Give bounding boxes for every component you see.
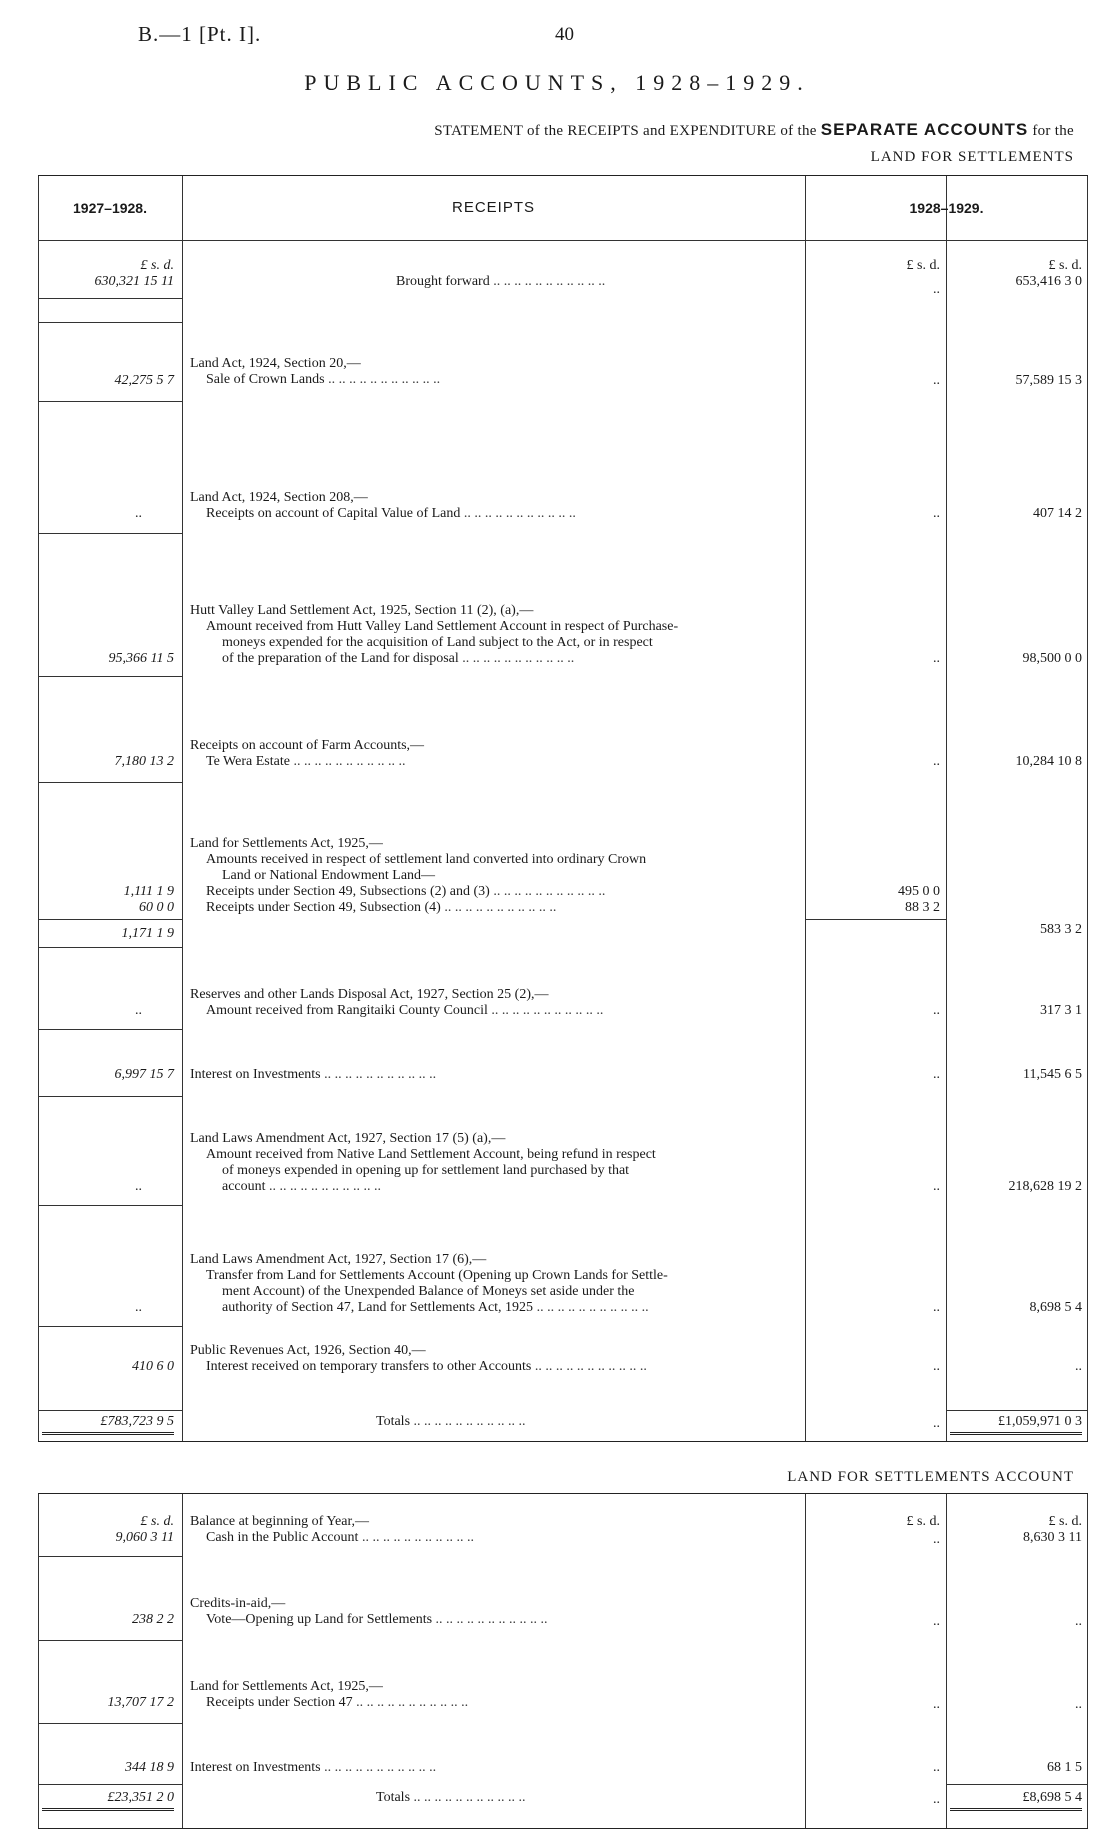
right-value: 583 3 2	[1040, 922, 1082, 937]
totals-label: Totals	[376, 1414, 411, 1429]
prev-value: 6,997 15 7	[114, 1067, 174, 1082]
prev-value: 1,111 1 9	[123, 884, 174, 899]
leader-dots: .. .. .. .. .. .. .. .. .. .. ..	[410, 1414, 526, 1429]
mid-value: ..	[933, 651, 940, 666]
row-heading: Credits-in-aid,—	[190, 1596, 286, 1611]
mid-value: ..	[933, 1179, 940, 1194]
leader-dots: .. .. .. .. .. .. .. .. .. .. ..	[410, 1790, 526, 1805]
unit-right: £ s. d.	[1048, 1514, 1082, 1529]
row-description	[190, 490, 830, 522]
row-text: Receipts under Section 49, Subsections (2) and (3)	[206, 884, 490, 899]
right-value: 653,416 3 0	[1015, 274, 1082, 289]
statement-suffix: for the	[1032, 123, 1074, 139]
leader-dots: .. .. .. .. .. .. .. .. .. .. ..	[358, 1530, 474, 1545]
prev-value: ..	[135, 506, 142, 521]
row-description	[190, 274, 830, 290]
mid-value: 495 0 0	[898, 884, 940, 899]
row-text: Amounts received in respect of settlement land converted into ordinary Crown	[206, 852, 647, 867]
mid-value: ..	[933, 1300, 940, 1315]
col-header-1927: 1927–1928.	[73, 200, 147, 216]
row-description	[190, 356, 830, 388]
row-text: account	[222, 1179, 266, 1194]
right-value: ..	[1075, 1359, 1082, 1374]
total-mid: ..	[933, 1792, 940, 1807]
right-value: ..	[1075, 1697, 1082, 1712]
row-heading: Reserves and other Lands Disposal Act, 1927, Section 25 (2),—	[190, 987, 549, 1002]
right-value: 407 14 2	[1033, 506, 1082, 521]
right-value: 10,284 10 8	[1015, 754, 1082, 769]
section2-title: LAND FOR SETTLEMENTS ACCOUNT	[787, 1469, 1074, 1485]
row-heading: Hutt Valley Land Settlement Act, 1925, Section 11 (2), (a),—	[190, 603, 534, 618]
mid-value: ..	[933, 282, 940, 297]
leader-dots: .. .. .. .. .. .. .. .. .. .. ..	[489, 274, 606, 289]
row-heading: Land Laws Amendment Act, 1927, Section 17 (5) (a),—	[190, 1131, 506, 1146]
statement-heading	[434, 120, 1074, 140]
mid-value: ..	[933, 1760, 940, 1775]
leader-dots: .. .. .. .. .. .. .. .. .. .. ..	[531, 1359, 647, 1374]
totals-row	[190, 1414, 830, 1430]
row-heading: Receipts on account of Farm Accounts,—	[190, 738, 425, 753]
row-description	[190, 1343, 830, 1375]
leader-dots: .. .. .. .. .. .. .. .. .. .. ..	[440, 900, 557, 915]
row-text: moneys expended for the acquisition of Land subject to the Act, or in respect	[222, 635, 653, 650]
row-text: Land or National Endowment Land—	[222, 868, 436, 883]
prev-value: 630,321 15 11	[94, 274, 174, 289]
row-heading: Public Revenues Act, 1926, Section 40,—	[190, 1343, 426, 1358]
document-reference: B.—1 [Pt. I].	[138, 22, 262, 46]
land-settlements-table	[38, 1493, 1088, 1829]
row-description	[190, 1760, 830, 1776]
mid-value: ..	[933, 1532, 940, 1547]
leader-dots: .. .. .. .. .. .. .. .. .. .. ..	[458, 651, 575, 666]
row-description	[190, 1067, 830, 1083]
right-value: 218,628 19 2	[1008, 1179, 1082, 1194]
mid-value: ..	[933, 373, 940, 388]
totals-row	[190, 1790, 830, 1806]
prev-value: ..	[135, 1179, 142, 1194]
row-text: Sale of Crown Lands	[206, 372, 325, 387]
mid-value: ..	[933, 1359, 940, 1374]
prev-value: 7,180 13 2	[114, 754, 174, 769]
row-text: Receipts under Section 47	[206, 1695, 353, 1710]
prev-value: ..	[135, 1003, 142, 1018]
leader-dots: .. .. .. .. .. .. .. .. .. .. ..	[289, 754, 406, 769]
right-value: 57,589 15 3	[1015, 373, 1082, 388]
leader-dots: .. .. .. .. .. .. .. .. .. .. ..	[320, 1760, 437, 1775]
prev-value: 410 6 0	[132, 1359, 174, 1374]
section-subtitle: LAND FOR SETTLEMENTS	[870, 149, 1074, 165]
total-prev: £23,351 2 0	[42, 1790, 174, 1811]
row-description	[190, 836, 830, 916]
prev-value: 42,275 5 7	[114, 373, 174, 388]
mid-value: ..	[933, 1067, 940, 1082]
row-text: authority of Section 47, Land for Settlements Act, 1925	[222, 1300, 534, 1315]
leader-dots: .. .. .. .. .. .. .. .. .. .. ..	[432, 1612, 548, 1627]
row-text: Interest received on temporary transfers to other Accounts	[206, 1359, 532, 1374]
total-mid: ..	[933, 1416, 940, 1431]
total-right: £1,059,971 0 3	[950, 1414, 1082, 1435]
col-header-1928: 1928–1929.	[909, 200, 984, 216]
col-header-receipts: RECEIPTS	[451, 199, 535, 216]
row-text: Cash in the Public Account	[206, 1530, 359, 1545]
leader-dots: .. .. .. .. .. .. .. .. .. .. ..	[265, 1179, 382, 1194]
row-description	[190, 603, 830, 667]
row-heading: Land Laws Amendment Act, 1927, Section 17 (6),—	[190, 1252, 487, 1267]
mid-value: ..	[933, 1614, 940, 1629]
right-value: 98,500 0 0	[1022, 651, 1082, 666]
row-description	[190, 1679, 830, 1711]
mid-value: ..	[933, 754, 940, 769]
leader-dots: .. .. .. .. .. .. .. .. .. .. ..	[460, 506, 576, 521]
right-value: 68 1 5	[1047, 1760, 1082, 1775]
row-text: Receipts on account of Capital Value of Land	[206, 506, 461, 521]
right-value: ..	[1075, 1614, 1082, 1629]
row-heading: Land for Settlements Act, 1925,—	[190, 836, 383, 851]
unit-mid: £ s. d.	[906, 1514, 940, 1529]
right-value: 8,698 5 4	[1029, 1300, 1082, 1315]
row-text: of the preparation of the Land for disposal	[222, 651, 459, 666]
row-text: Transfer from Land for Settlements Account (Opening up Crown Lands for Settle-	[206, 1268, 668, 1283]
right-value: 11,545 6 5	[1023, 1067, 1082, 1082]
receipts-table	[38, 175, 1088, 1442]
row-description	[190, 1131, 830, 1195]
leader-dots: .. .. .. .. .. .. .. .. .. .. ..	[487, 1003, 604, 1018]
row-text: Amount received from Hutt Valley Land Settlement Account in respect of Purchase-	[206, 619, 679, 634]
row-text: Interest on Investments	[190, 1760, 321, 1775]
right-value: 317 3 1	[1040, 1003, 1082, 1018]
prev-value: 13,707 17 2	[107, 1695, 174, 1710]
prev-value: 238 2 2	[132, 1612, 174, 1627]
row-description	[190, 1596, 830, 1628]
row-text: Amount received from Rangitaiki County Council	[206, 1003, 488, 1018]
leader-dots: .. .. .. .. .. .. .. .. .. .. ..	[352, 1695, 469, 1710]
row-description	[190, 738, 830, 770]
row-heading: Balance at beginning of Year,—	[190, 1514, 370, 1529]
row-text: Receipts under Section 49, Subsection (4)	[206, 900, 441, 915]
statement-bold: SEPARATE ACCOUNTS	[820, 120, 1029, 139]
row-heading: Land Act, 1924, Section 208,—	[190, 490, 368, 505]
prev-subtotal: 1,171 1 9	[121, 926, 174, 941]
leader-dots: .. .. .. .. .. .. .. .. .. .. ..	[324, 372, 441, 387]
prev-value: 9,060 3 11	[115, 1530, 174, 1545]
prev-value: ..	[135, 1300, 142, 1315]
total-prev: £783,723 9 5	[42, 1414, 174, 1435]
page-number: 40	[555, 24, 574, 45]
prev-value: 60 0 0	[139, 900, 174, 915]
totals-label: Totals	[376, 1790, 411, 1805]
row-text: ment Account) of the Unexpended Balance of Moneys set aside under the	[222, 1284, 635, 1299]
leader-dots: .. .. .. .. .. .. .. .. .. .. ..	[533, 1300, 649, 1315]
page-title: PUBLIC ACCOUNTS, 1928–1929.	[304, 70, 810, 95]
row-description	[190, 987, 830, 1019]
leader-dots: .. .. .. .. .. .. .. .. .. .. ..	[320, 1067, 437, 1082]
total-right: £8,698 5 4	[950, 1790, 1082, 1811]
prev-value: 344 18 9	[125, 1760, 174, 1775]
row-text: Te Wera Estate	[206, 754, 290, 769]
unit-prev: £ s. d.	[140, 1514, 174, 1529]
row-text: Interest on Investments	[190, 1067, 321, 1082]
prev-value: 95,366 11 5	[108, 651, 174, 666]
row-description	[190, 1514, 830, 1546]
mid-value: 88 3 2	[905, 900, 940, 915]
mid-value: ..	[933, 1697, 940, 1712]
unit-prev: £ s. d.	[140, 258, 174, 273]
row-text: of moneys expended in opening up for settlement land purchased by that	[222, 1163, 630, 1178]
row-heading: Land for Settlements Act, 1925,—	[190, 1679, 383, 1694]
row-description	[190, 1252, 830, 1316]
unit-right: £ s. d.	[1048, 258, 1082, 273]
mid-value: ..	[933, 1003, 940, 1018]
leader-dots: .. .. .. .. .. .. .. .. .. .. ..	[489, 884, 606, 899]
row-text: Brought forward	[396, 274, 490, 289]
row-text: Vote—Opening up Land for Settlements	[206, 1612, 433, 1627]
statement-prefix: STATEMENT of the RECEIPTS and EXPENDITURE of the	[434, 123, 817, 139]
row-text: Amount received from Native Land Settlement Account, being refund in respect	[206, 1147, 656, 1162]
unit-mid: £ s. d.	[906, 258, 940, 273]
row-heading: Land Act, 1924, Section 20,—	[190, 356, 361, 371]
right-value: 8,630 3 11	[1023, 1530, 1082, 1545]
mid-value: ..	[933, 506, 940, 521]
